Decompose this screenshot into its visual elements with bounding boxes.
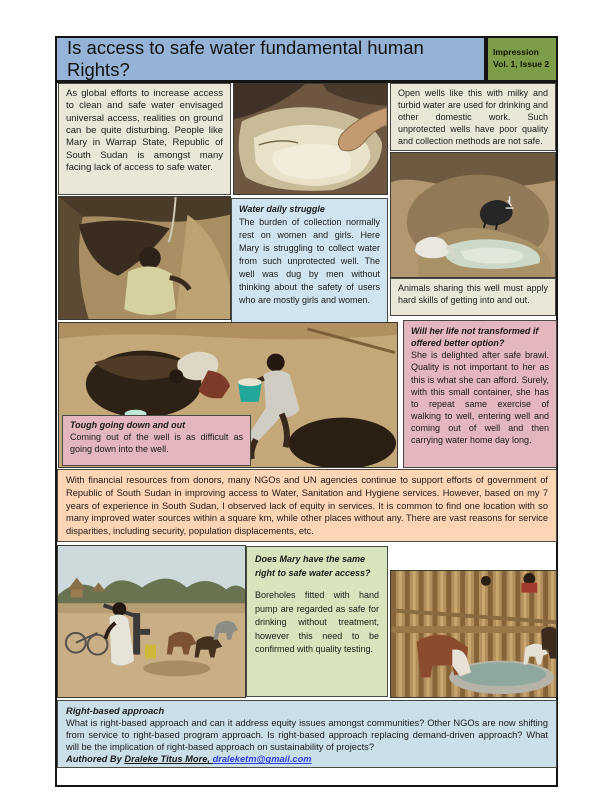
water-daily-struggle-text: The burden of collection normally rest on women and girls. Here Mary is struggling to collect water from such unprotected well. The well was dug by men without thinking about the safety of users who are mostly girls and women.: [239, 217, 380, 306]
tough-going-box: [62, 415, 251, 466]
photo-girl-in-well: [58, 196, 231, 320]
photo-hand-pump: [57, 545, 246, 698]
water-daily-struggle-box: [231, 198, 388, 329]
same-right-heading: Does Mary have the same right to safe water access?: [255, 554, 371, 578]
water-daily-struggle-heading: Water daily struggle: [239, 204, 325, 214]
better-option-box: [403, 320, 557, 468]
same-right-text: Boreholes fitted with hand pump are regarded as safe for drinking without treatment, however this need to be confirmed with quality testing.: [255, 590, 379, 654]
animals-sharing-text: Animals sharing this well must apply hard skills of getting into and out.: [398, 283, 548, 305]
better-option-text: She is delighted after safe brawl. Quality is not important to her as this is what she can afford. Surely, with this small container, she has to repeat same exercise of walking to well, entering well and coming out of well and then carrying water home day long.: [411, 350, 549, 446]
same-right-box: [246, 546, 388, 697]
right-based-heading: Right-based approach: [66, 706, 165, 716]
animals-sharing-caption: [390, 278, 556, 316]
author-name: Draleke Titus More,: [124, 754, 213, 765]
better-option-heading: Will her life not transformed if offered better option?: [411, 326, 539, 349]
right-based-text: What is right-based approach and can it address equity issues amongst communities? Other NGOs are now shifting from service to right-based program approach. Is right-based approach replacing demand-driven approach? What will be the implication of right-based approach on sustainability of projects?: [66, 718, 548, 753]
author-email-link[interactable]: draleketm@gmail.com: [212, 754, 312, 765]
right-based-box: [57, 700, 557, 768]
open-wells-caption: [390, 83, 556, 151]
financial-resources-box: [57, 469, 557, 542]
header: [55, 36, 558, 82]
tough-going-heading: Tough going down and out: [70, 420, 186, 430]
intro-box: [58, 83, 231, 195]
badge-issue: Vol. 1, Issue 2: [493, 59, 550, 69]
page-title: Is access to safe water fundamental human Rights?: [55, 36, 486, 82]
open-wells-text: Open wells like this with milky and turbid water are used for drinking and other domestic work. Such unprotected wells have poor quality and collection methods are not safe.: [398, 88, 548, 146]
financial-resources-text: With financial resources from donors, many NGOs and UN agencies continue to support efforts of government of Republic of South Sudan in improving access to Water, Sanitation and Hygiene services. However, based on my 7 years of experience in South Sudan, I observed lack of equity in services. It is common to find one location with so many improved water sources within a square km, while other places without any. There are vast reasons for service disparities, including security, population displacements, etc.: [66, 475, 548, 537]
issue-badge: [486, 36, 558, 82]
photo-cattle-trough: [390, 570, 557, 698]
photo-milky-water-well: [233, 83, 388, 195]
photo-goats-in-well: [390, 152, 556, 278]
tough-going-text: Coming out of the well is as difficult as going down into the well.: [70, 431, 243, 454]
badge-name: Impression: [493, 47, 539, 58]
author-line: [66, 753, 548, 765]
author-prefix: Authored By: [66, 754, 125, 765]
intro-text: As global efforts to increase access to clean and safe water envisaged universal access, realities on ground can be quite disturbing. People like Mary in Warrap State, Republic of South Sudan is amongst many facing lack of access to safe water.: [66, 88, 223, 174]
